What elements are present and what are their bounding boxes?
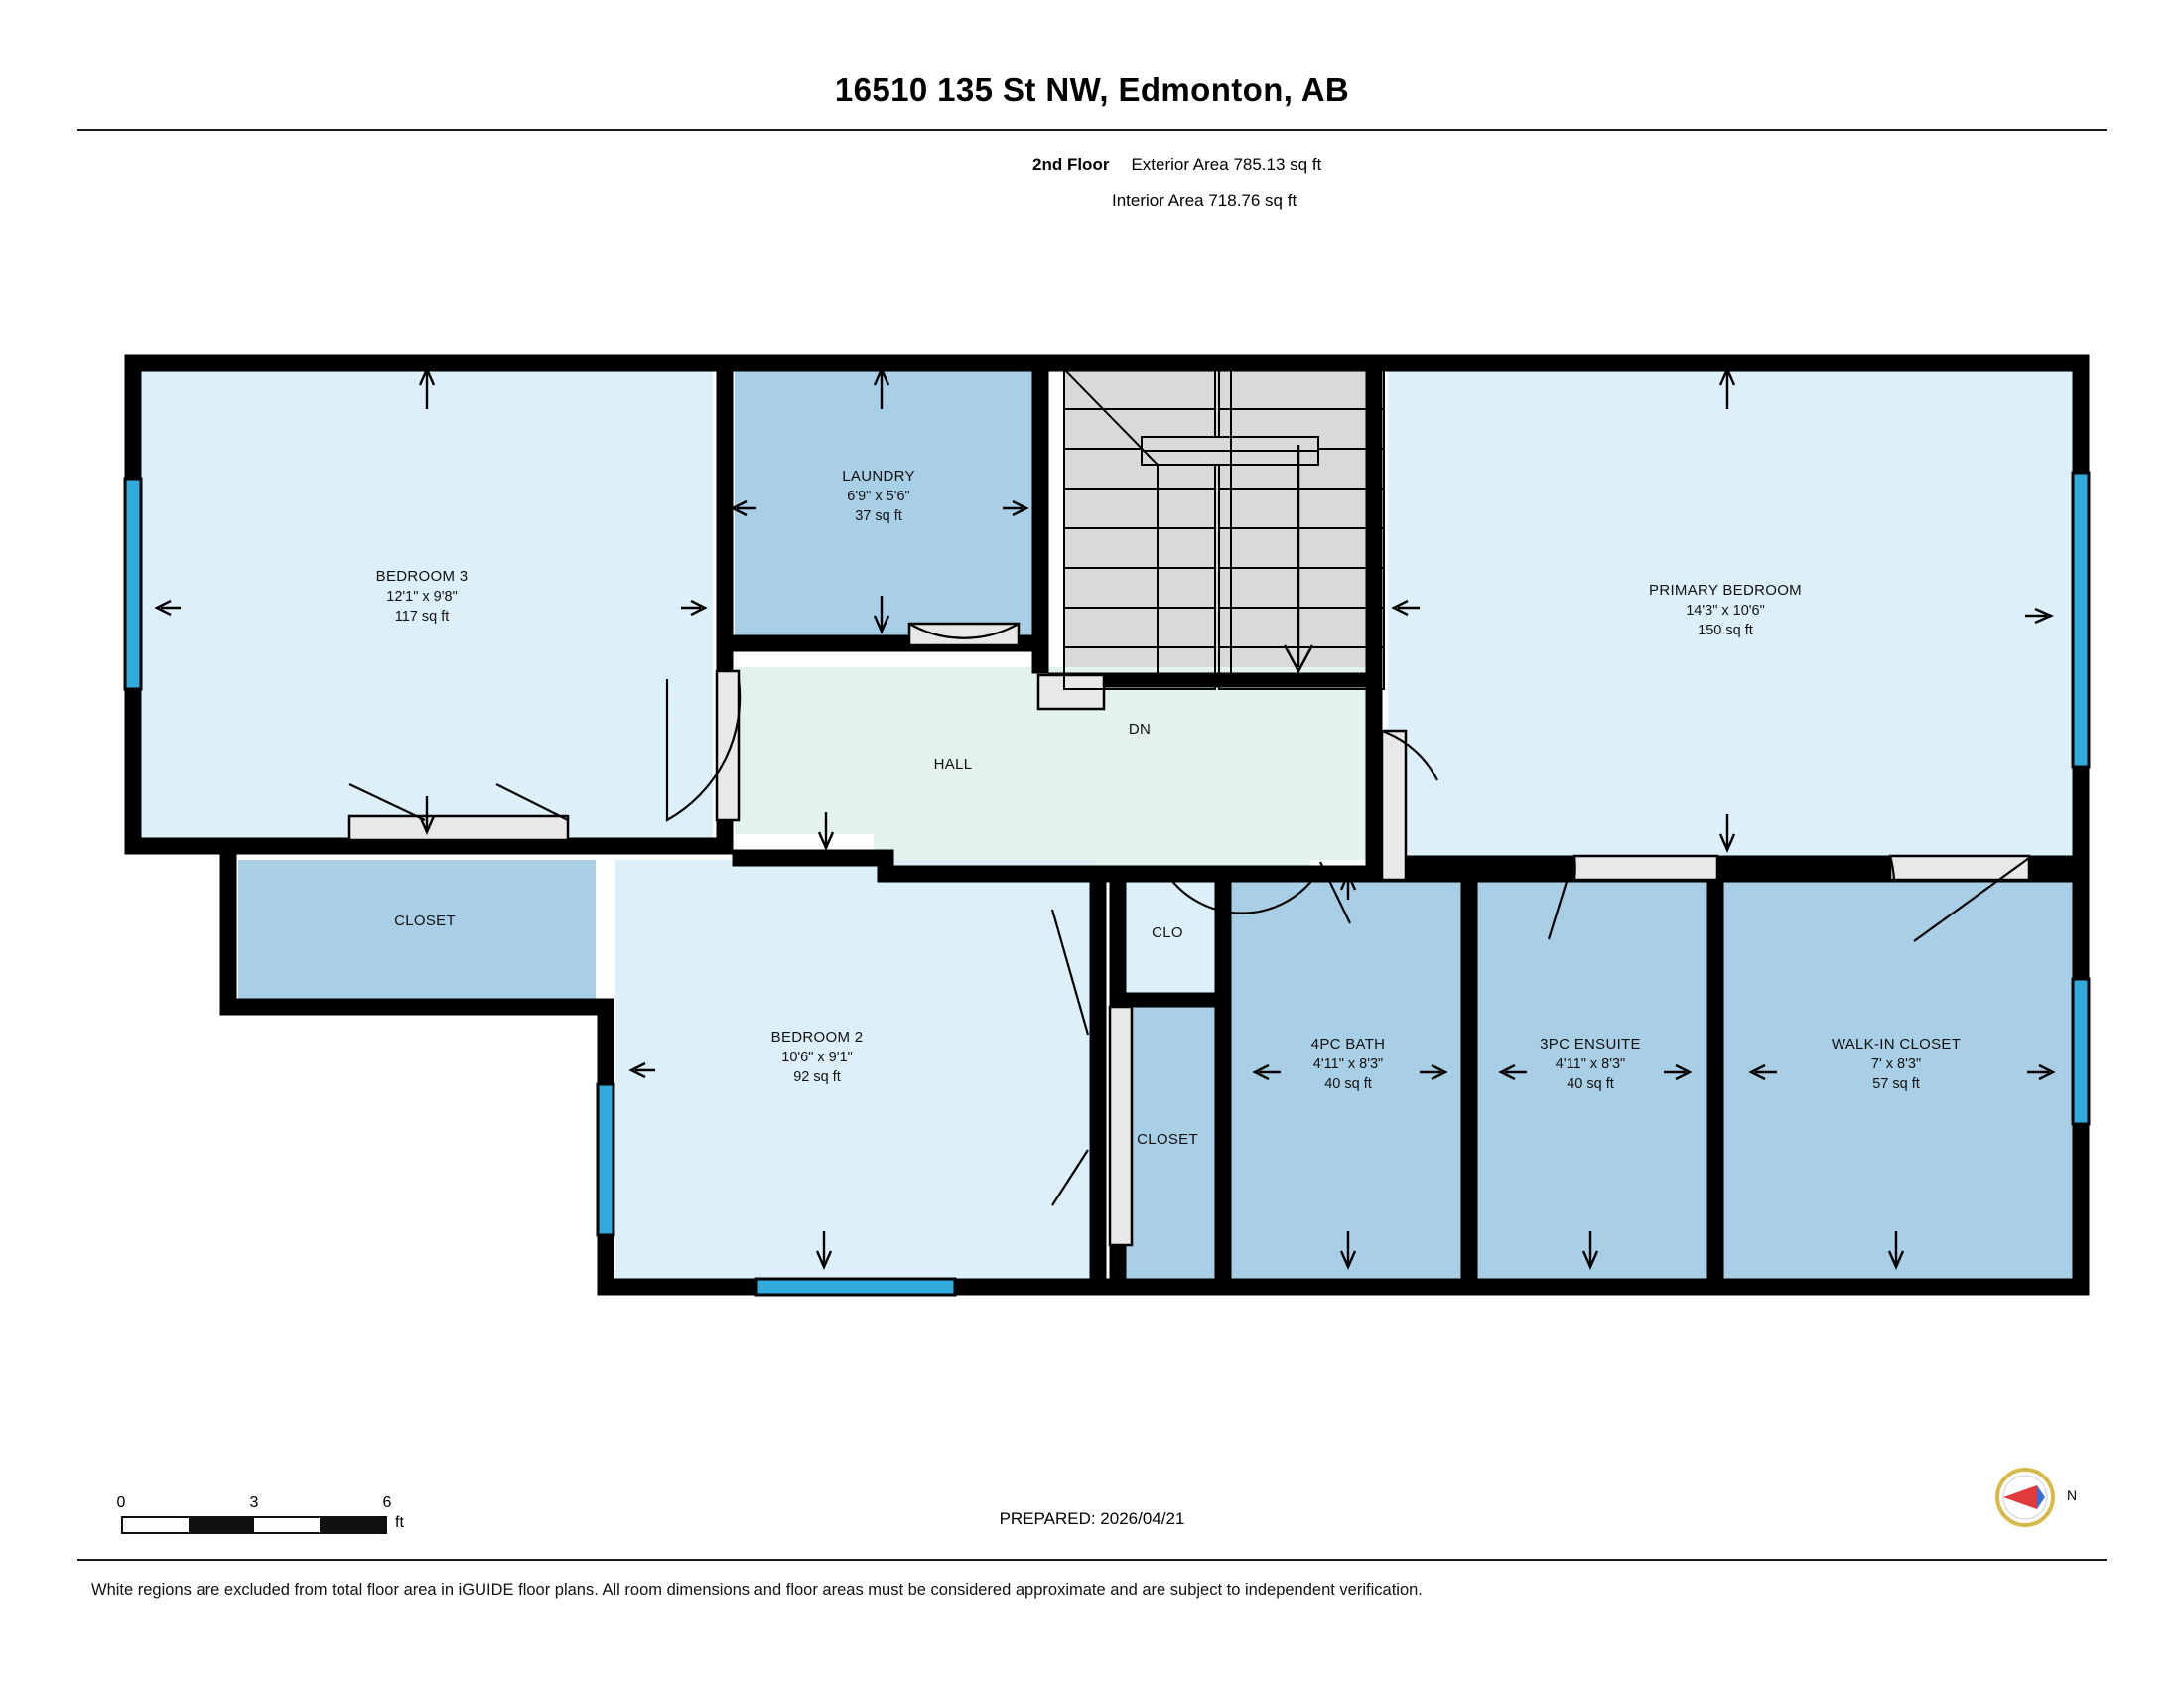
room-name: HALL: [933, 756, 973, 773]
scale-tick-6: 6: [382, 1494, 392, 1511]
room-name: CLOSET: [394, 913, 456, 929]
page-title: 16510 135 St NW, Edmonton, AB: [834, 71, 1350, 108]
room-name: LAUNDRY: [842, 468, 915, 485]
room-dimensions: 12'1" x 9'8": [386, 589, 458, 605]
room-area: 57 sq ft: [1872, 1076, 1920, 1092]
room-dimensions: 4'11" x 8'3": [1312, 1056, 1384, 1072]
interior-area: Interior Area 718.76 sq ft: [1112, 191, 1297, 210]
room-area: 92 sq ft: [793, 1069, 841, 1085]
room-name: PRIMARY BEDROOM: [1649, 582, 1802, 599]
scale-tick-0: 0: [116, 1494, 126, 1511]
room-area: 40 sq ft: [1324, 1076, 1372, 1092]
room-name: DN: [1128, 721, 1152, 738]
room-name: 3PC ENSUITE: [1540, 1036, 1641, 1053]
room-dimensions: 6'9" x 5'6": [847, 489, 910, 504]
room-name: BEDROOM 2: [770, 1029, 864, 1046]
scale-tick-3: 3: [249, 1494, 259, 1511]
room-name: CLOSET: [1137, 1131, 1198, 1148]
room-name: 4PC BATH: [1310, 1036, 1386, 1053]
room-dimensions: 7' x 8'3": [1870, 1056, 1922, 1072]
room-dimensions: 10'6" x 9'1": [781, 1050, 853, 1065]
footer-divider: [77, 1559, 2107, 1561]
room-name: WALK-IN CLOSET: [1831, 1036, 1962, 1053]
disclaimer-text: White regions are excluded from total floor area in iGUIDE floor plans. All room dimensions and floor areas must be considered approximate and are subject to independent verification.: [91, 1581, 1423, 1599]
exterior-area: Exterior Area 785.13 sq ft: [1131, 155, 1322, 174]
room-name: CLO: [1152, 924, 1183, 941]
room-area: 40 sq ft: [1567, 1076, 1614, 1092]
room-name: BEDROOM 3: [375, 568, 469, 585]
scale-unit: ft: [395, 1514, 404, 1531]
room-area: 150 sq ft: [1698, 623, 1753, 638]
room-area: 117 sq ft: [394, 609, 450, 625]
prepared-date: PREPARED: 2026/04/21: [999, 1509, 1185, 1528]
room-dimensions: 14'3" x 10'6": [1686, 603, 1765, 619]
room-dimensions: 4'11" x 8'3": [1555, 1056, 1626, 1072]
room-area: 37 sq ft: [855, 508, 902, 524]
compass-north-label: N: [2067, 1487, 2078, 1503]
floor-label: 2nd Floor: [1032, 155, 1110, 174]
compass-rose: [1985, 1458, 2078, 1537]
